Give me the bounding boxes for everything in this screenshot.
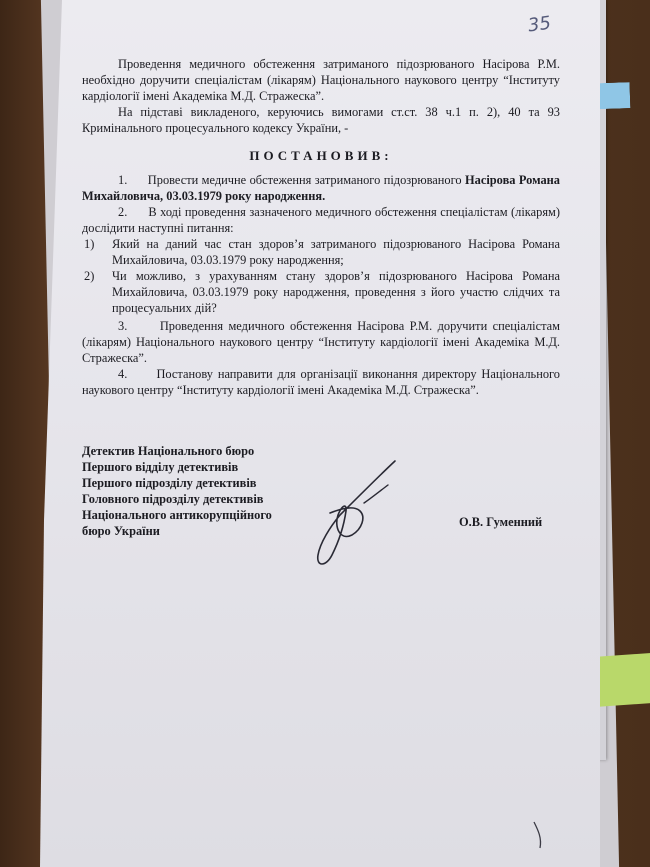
- resolution-title: ПОСТАНОВИВ:: [249, 148, 393, 163]
- item-number: 3.: [118, 319, 128, 333]
- paragraph-legal-basis: На підставі викладеного, керуючись вимогами ст.ст. 38 ч.1 п. 2), 40 та 93 Кримінального процесуального кодексу України, -: [82, 105, 560, 135]
- resolution-item-4: [82, 366, 560, 398]
- resolution-item-2: [82, 204, 560, 236]
- title-line: Головного підрозділу детективів: [82, 492, 264, 506]
- title-line: бюро України: [82, 524, 160, 538]
- resolution-item-3: [82, 318, 560, 366]
- question-1: [82, 236, 560, 268]
- title-line: Детектив Національного бюро: [82, 444, 255, 458]
- item-number: 4.: [118, 367, 128, 381]
- item-text: Проведення медичного обстеження Насірова Р.М. доручити спеціалістам (лікарям) Національного наукового центру “Інституту кардіології імені Академіка М.Д. Стражеска”.: [82, 319, 560, 365]
- item-text: Постанову направити для організації виконання директору Національного наукового центру “Інституту кардіології імені Академіка М.Д. Стражеска”.: [82, 367, 560, 397]
- handwritten-signature: [300, 455, 410, 575]
- question-2: [82, 268, 560, 316]
- question-text: Чи можливо, з урахуванням стану здоров’я підозрюваного Насірова Романа Михайловича, 03.03.1979 року народження, проведення з його участю слідчих та процесуальних дій?: [112, 269, 560, 315]
- item-text: Провести медичне обстеження затриманого підозрюваного: [147, 173, 462, 187]
- resolution-item-1: [82, 172, 560, 204]
- item-number: 1.: [118, 173, 128, 187]
- detective-name: О.В. Гуменний: [459, 515, 543, 529]
- title-line: Першого підрозділу детективів: [82, 476, 257, 490]
- pen-mark: [530, 820, 550, 850]
- title-line: Національного антикорупційного: [82, 508, 272, 522]
- item-text: В ході проведення зазначеного медичного обстеження спеціалістам (лікарям) дослідити наступні питання:: [82, 205, 560, 235]
- question-number: 2): [84, 269, 95, 283]
- suspect-name-bold: Насірова Романа Михайловича, 03.03.1979 року народження.: [82, 173, 560, 203]
- title-line: Першого відділу детективів: [82, 460, 239, 474]
- item-number: 2.: [118, 205, 128, 219]
- paragraph-examination-assignment: Проведення медичного обстеження затриманого підозрюваного Насірова Р.М. необхідно доручити спеціалістам (лікарям) Національного наукового центру “Інституту кардіології імені Академіка М.Д. Стражеска”.: [82, 57, 560, 103]
- handwritten-page-number: 35: [526, 12, 553, 37]
- document-body: [82, 56, 560, 398]
- question-number: 1): [84, 237, 95, 251]
- question-text: Який на даний час стан здоров’я затриманого підозрюваного Насірова Романа Михайловича, 03.03.1979 року народження;: [112, 237, 560, 267]
